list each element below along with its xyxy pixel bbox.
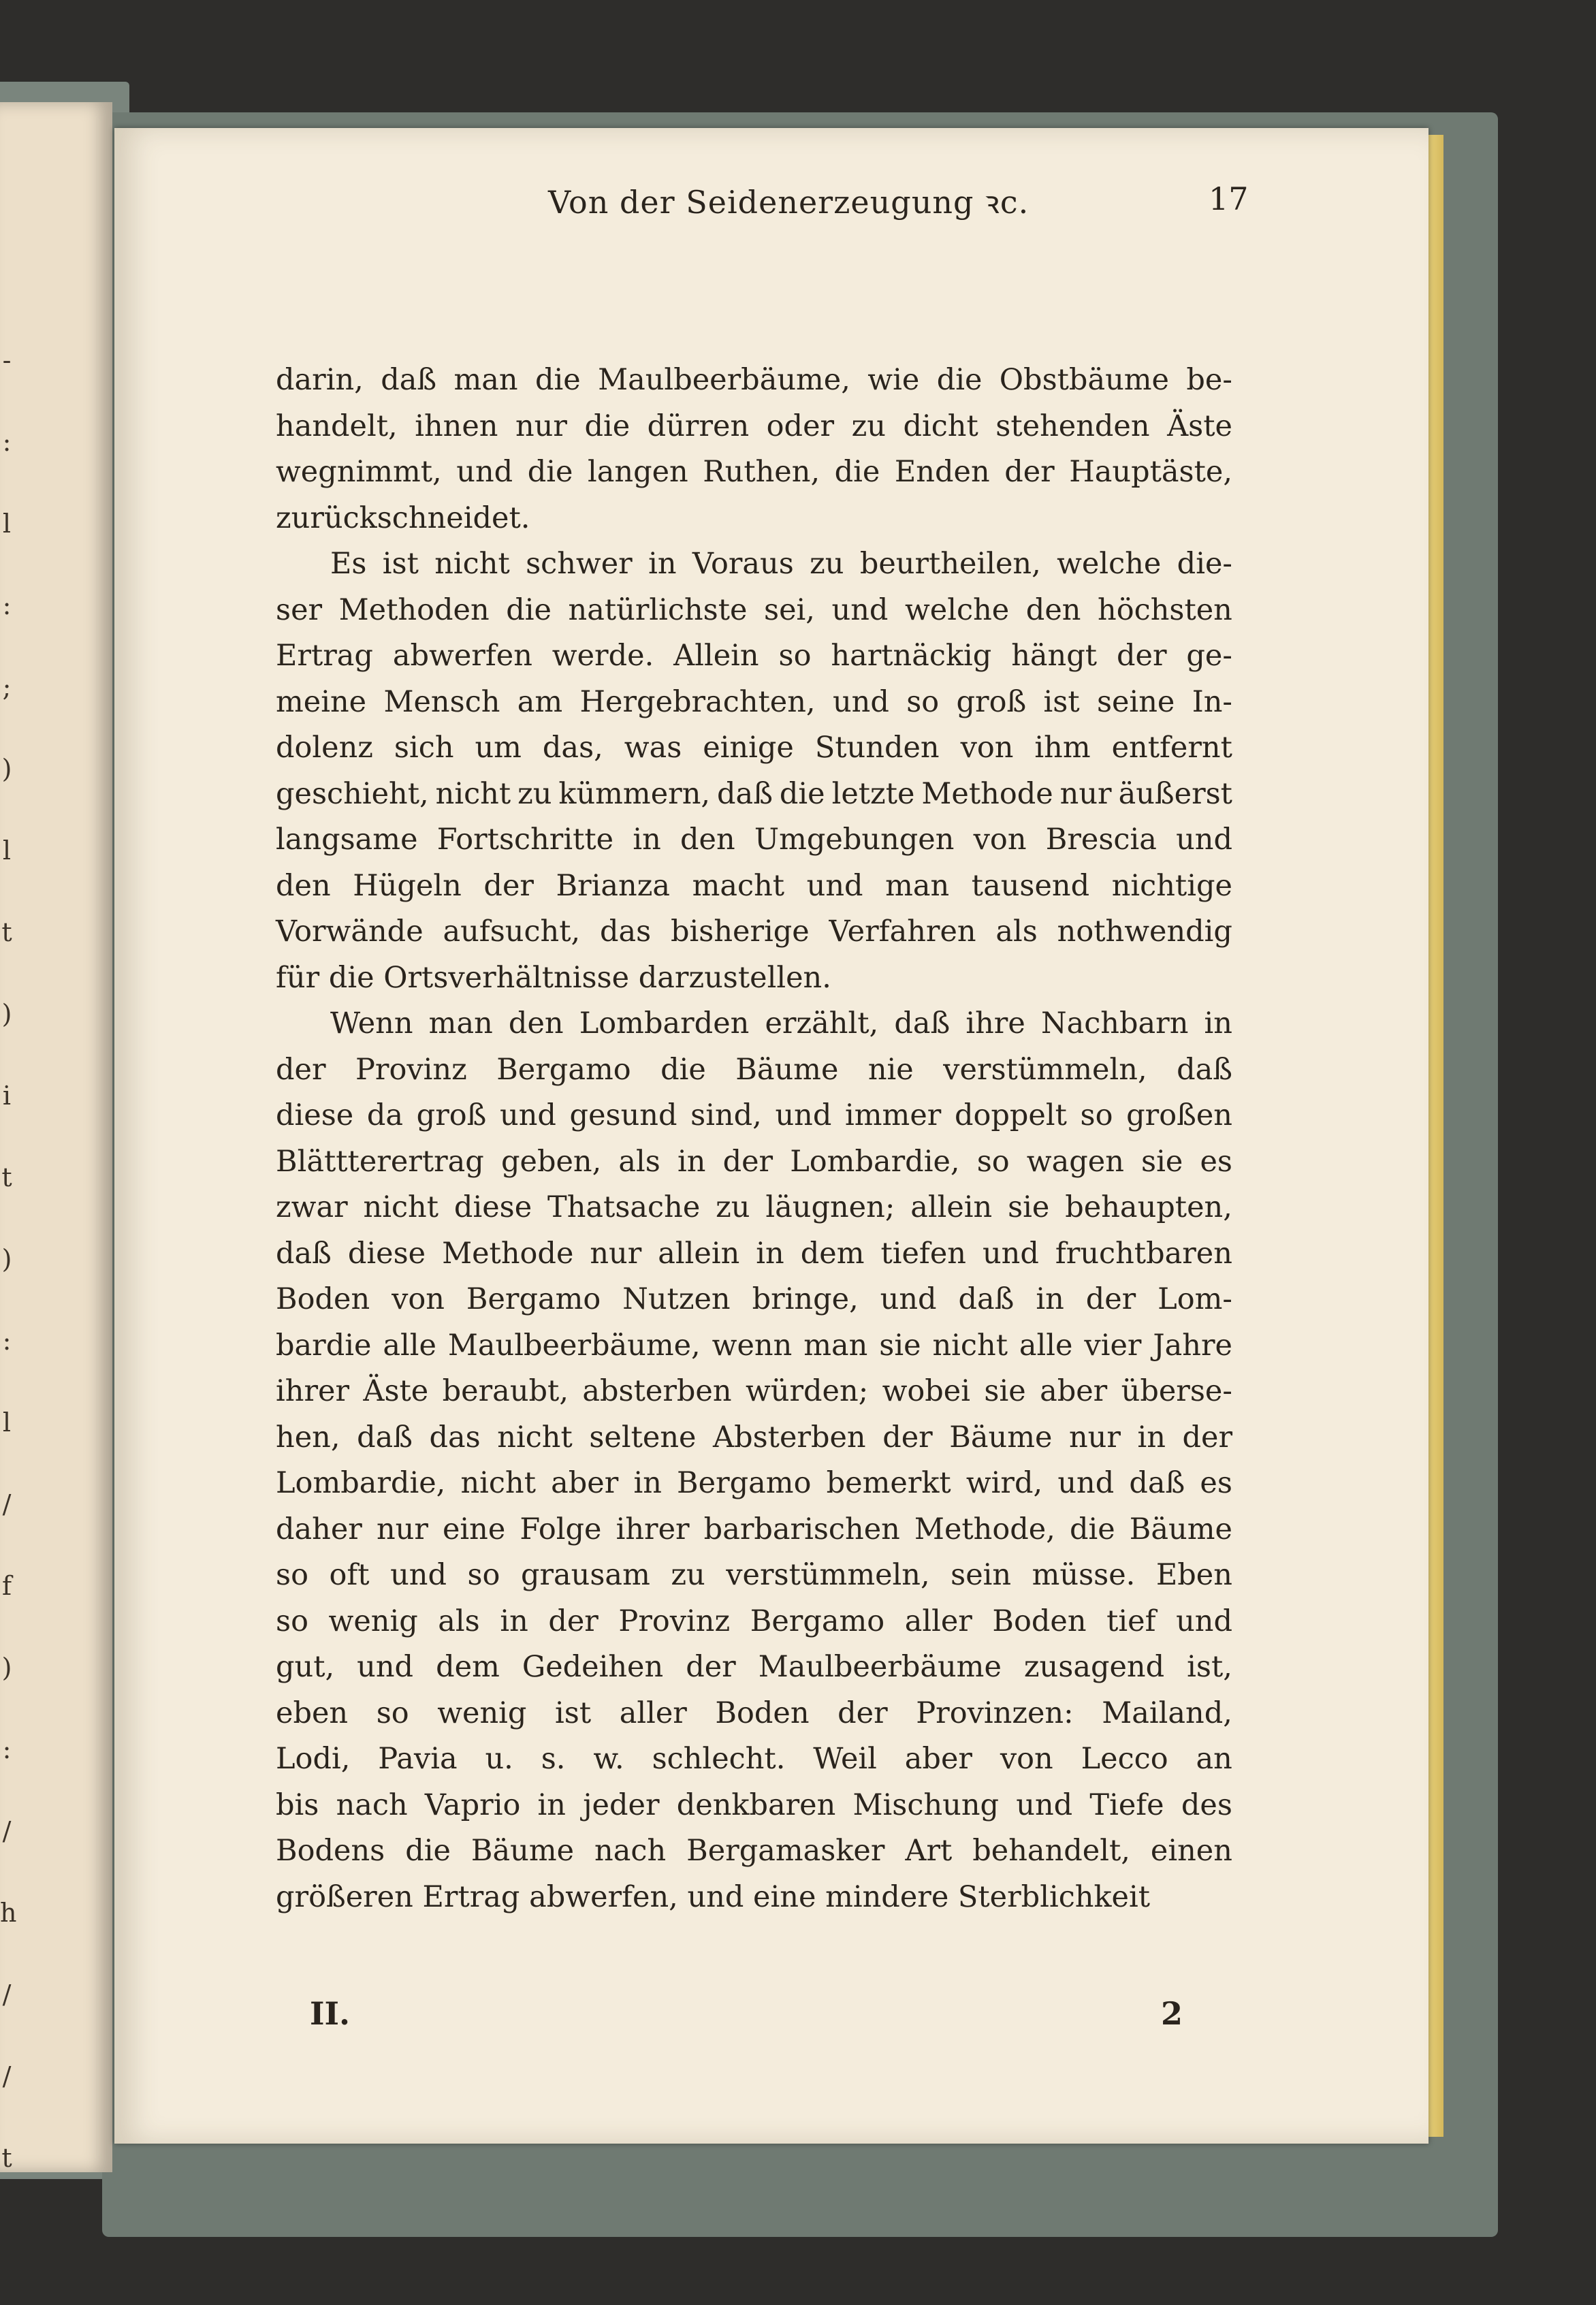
left-page-glyph: h (0, 1898, 17, 1928)
left-page-glyph: f (1, 1571, 12, 1601)
text-line: bis nach Vaprio in jeder denkbaren Mischung und Tiefe des (276, 1787, 1232, 1822)
text-line: daher nur eine Folge ihrer barbarischen Methode, die Bäume (276, 1512, 1232, 1546)
text-line: größeren Ertrag abwerfen, und eine mindere Sterblichkeit (276, 1879, 1151, 1914)
left-page-glyph: : (2, 427, 12, 457)
text-line: Bodens die Bäume nach Bergamasker Art behandelt, einen (276, 1834, 1232, 1868)
left-page-glyph: ) (1, 754, 12, 784)
page-footer (276, 1995, 1232, 2043)
left-page-glyph: / (2, 2061, 12, 2091)
text-line: für die Ortsverhältnisse darzustellen. (276, 960, 831, 995)
left-page-glyph: / (2, 1980, 12, 2009)
text-line: darin, daß man die Maulbeerbäume, wie die Obstbäume be- (276, 363, 1232, 397)
signature-mark: II. (310, 1995, 351, 2032)
text-line: diese da groß und gesund sind, und immer doppelt so großen (276, 1098, 1232, 1132)
body-text (276, 357, 1232, 1920)
left-page-glyph: ) (1, 999, 12, 1029)
text-line: so oft und so grausam zu verstümmeln, sein müsse. Eben (276, 1558, 1232, 1592)
text-line: zurückschneidet. (276, 500, 530, 535)
running-title: Von der Seidenerzeugung ꝛc. (548, 184, 1030, 221)
text-line: den Hügeln der Brianza macht und man tausend nichtige (276, 868, 1232, 903)
text-line: meine Mensch am Hergebrachten, und so groß ist seine In- (276, 684, 1232, 719)
left-page-glyph: : (2, 1326, 12, 1356)
left-page-glyph: - (2, 345, 12, 375)
text-line: bardie alle Maulbeerbäume, wenn man sie nicht alle vier Jahre (276, 1328, 1232, 1363)
left-page-glyph: / (2, 1489, 12, 1519)
text-line: langsame Fortschritte in den Umgebungen von Brescia und (276, 823, 1232, 857)
text-line: Boden von Bergamo Nutzen bringe, und daß in der Lom- (276, 1282, 1232, 1316)
sheet-number: 2 (1161, 1995, 1183, 2032)
left-page-glyph: t (1, 1162, 12, 1192)
left-page-glyph: / (2, 1816, 12, 1846)
text-line: gut, und dem Gedeihen der Maulbeerbäume zusagend ist, (276, 1650, 1232, 1684)
text-line: eben so wenig ist aller Boden der Provinzen: Mailand, (276, 1696, 1232, 1730)
text-line: ihrer Äste beraubt, absterben würden; wobei sie aber überse- (276, 1374, 1232, 1408)
left-page-glyph: : (2, 1734, 12, 1764)
left-page-glyph: l (2, 836, 12, 865)
text-line: Lombardie, nicht aber in Bergamo bemerkt wird, und daß es (276, 1466, 1232, 1500)
left-facing-page (0, 102, 112, 2172)
page-header (160, 174, 1249, 228)
left-page-glyph: ) (1, 1653, 12, 1683)
text-line: Lodi, Pavia u. s. w. schlecht. Weil aber von Lecco an (276, 1742, 1232, 1776)
text-line: handelt, ihnen nur die dürren oder zu dicht stehenden Äste (276, 409, 1232, 443)
left-page-glyph: ) (1, 1244, 12, 1274)
text-line: Blättterertrag geben, als in der Lombardie, so wagen sie es (276, 1144, 1232, 1179)
left-page-glyph: t (1, 2143, 12, 2173)
page-number: 17 (1209, 180, 1249, 217)
left-page-glyph: i (2, 1081, 12, 1111)
left-page-glyph: : (2, 590, 12, 620)
text-line: geschieht, nicht zu kümmern, daß die letzte Methode nur äußerst (276, 776, 1232, 811)
text-line: hen, daß das nicht seltene Absterben der Bäume nur in der (276, 1420, 1232, 1454)
text-line: ser Methoden die natürlichste sei, und welche den höchsten (276, 592, 1232, 627)
left-page-glyph: l (2, 1408, 12, 1437)
left-page-glyph: t (1, 917, 12, 947)
text-line: wegnimmt, und die langen Ruthen, die Enden der Hauptäste, (276, 455, 1232, 489)
text-line: Wenn man den Lombarden erzählt, daß ihre Nachbarn in (330, 1006, 1232, 1040)
text-line: dolenz sich um das, was einige Stunden von ihm entfernt (276, 731, 1232, 765)
left-page-glyph: ; (2, 672, 12, 702)
text-line: Es ist nicht schwer in Voraus zu beurtheilen, welche die- (330, 547, 1232, 581)
text-line: zwar nicht diese Thatsache zu läugnen; allein sie behaupten, (276, 1190, 1232, 1224)
left-page-glyph: l (2, 509, 12, 539)
text-line: der Provinz Bergamo die Bäume nie verstümmeln, daß (276, 1052, 1232, 1087)
text-line: daß diese Methode nur allein in dem tiefen und fruchtbaren (276, 1236, 1232, 1271)
text-line: Ertrag abwerfen werde. Allein so hartnäckig hängt der ge- (276, 639, 1232, 673)
text-line: so wenig als in der Provinz Bergamo aller Boden tief und (276, 1604, 1232, 1638)
text-line: Vorwände aufsucht, das bisherige Verfahren als nothwendig (276, 915, 1232, 949)
